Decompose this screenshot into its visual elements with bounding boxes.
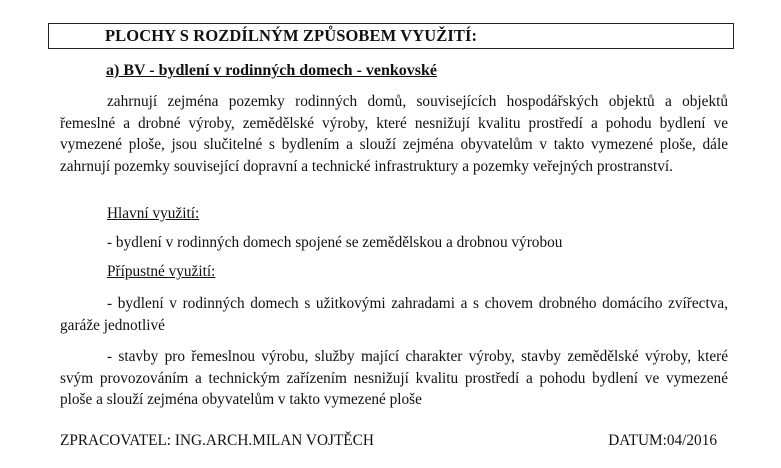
footer-author: ZPRACOVATEL: ING.ARCH.MILAN VOJTĚCH — [60, 432, 374, 449]
permitted-use-item: - bydlení v rodinných domech s užitkovými zahradami a s chovem drobného domácího zvířectva, garáže jednotlivé — [60, 295, 728, 334]
permitted-use-item: - stavby pro řemeslnou výrobu, služby mající charakter výroby, stavby zemědělské výroby, které svým provozováním a technickým zařízením nesnižují kvalitu prostředí a pohodu bydlení ve vymezené ploše a slouží zejména obyvatelům v takto vymezené ploše — [60, 348, 728, 408]
title-box — [48, 23, 734, 49]
main-use-item: - bydlení v rodinných domech spojené se zemědělskou a drobnou výrobou — [107, 234, 563, 251]
document-title: PLOCHY S ROZDÍLNÝM ZPŮSOBEM VYUŽITÍ: — [105, 26, 478, 45]
permitted-use-label: Přípustné využití: — [107, 263, 216, 280]
main-use-label: Hlavní využití: — [107, 205, 200, 222]
section-heading: a) BV - bydlení v rodinných domech - venkovské — [106, 62, 438, 79]
footer-date: DATUM:04/2016 — [608, 432, 717, 449]
section-intro-paragraph: zahrnují zejména pozemky rodinných domů, souvisejících hospodářských objektů a objektů řemeslné a drobné výroby, zemědělské výroby, které nesnižují kvalitu prostředí a pohodu bydlení ve vymezené ploše, jsou slučitelné s bydlením a slouží zejména obyvatelům v takto vymezené ploše, dále zahrnují pozemky související dopravní a technické infrastruktury a pozemky veřejných prostranství. — [60, 93, 728, 175]
